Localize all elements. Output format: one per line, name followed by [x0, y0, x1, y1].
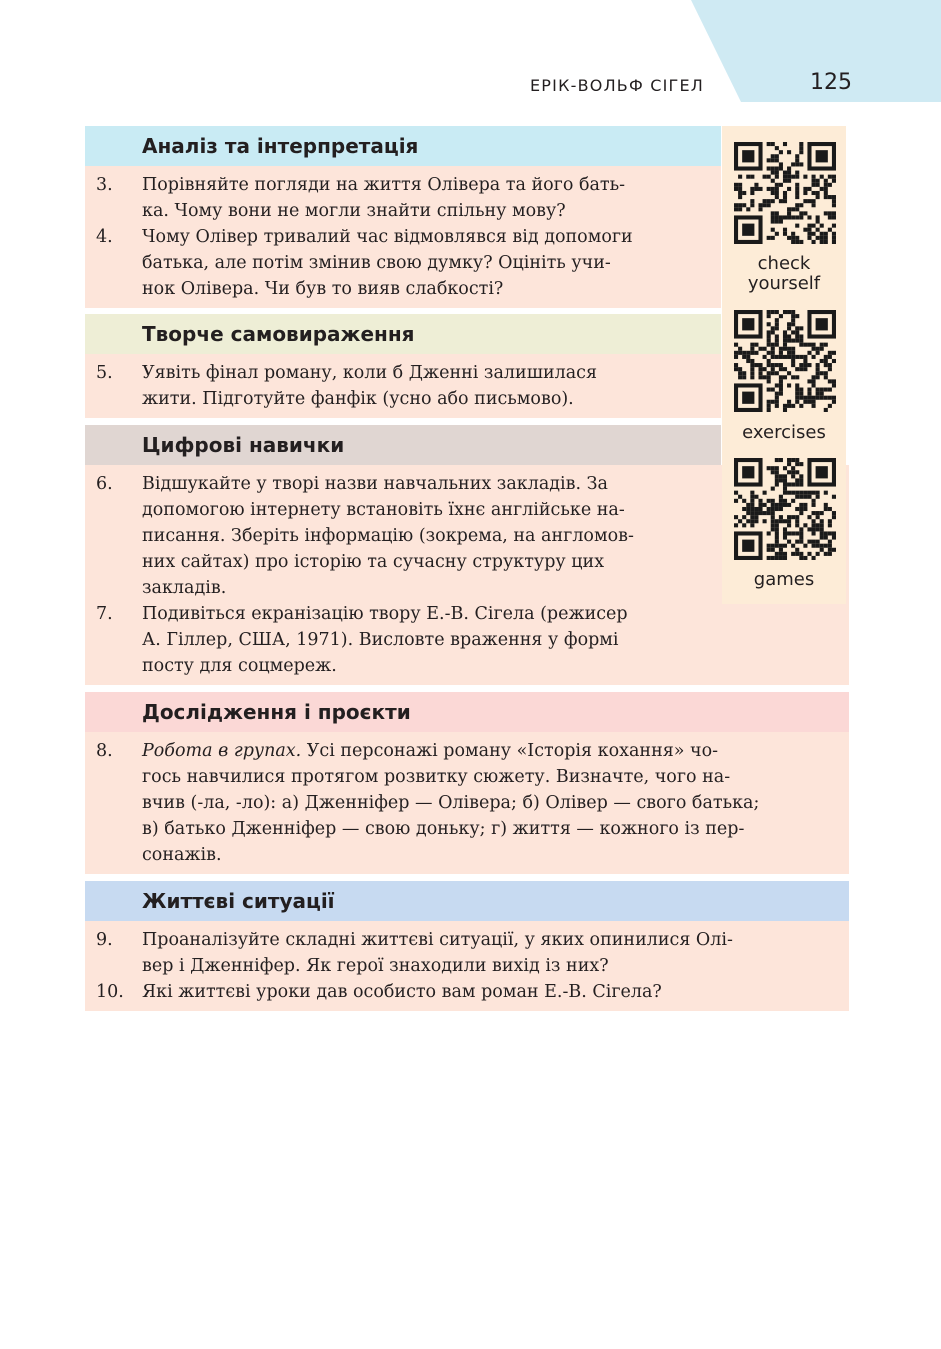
text-line: Проаналізуйте складні життєві ситуації, у яких опинилися Олі-: [142, 930, 733, 950]
task-number: 10.: [96, 982, 124, 1002]
text-line: сонажів.: [142, 845, 222, 865]
page-number: 125: [810, 70, 852, 95]
section-title: Дослідження і проєкти: [85, 692, 849, 732]
text-line: вчив (-ла, -ло): а) Дженніфер — Олівера; б) Олівер — свого батька;: [142, 793, 760, 813]
section-body: [85, 354, 721, 418]
qr-code-icon[interactable]: [734, 458, 836, 560]
task-item: [85, 738, 849, 868]
section-analysis: [85, 126, 721, 308]
qr-label-line: check: [757, 253, 811, 274]
task-number: 8.: [96, 741, 113, 761]
task-item: [85, 927, 849, 979]
italic-lead: Робота в групах.: [142, 741, 302, 761]
qr-label-line: games: [753, 569, 815, 590]
qr-code-icon[interactable]: [734, 310, 836, 412]
task-text: [142, 172, 698, 224]
section-title: Творче самовираження: [85, 314, 721, 354]
text-line: ка. Чому вони не могли знайти спільну мову?: [142, 201, 566, 221]
text-line: них сайтах) про історію та сучасну структуру цих: [142, 552, 605, 572]
task-text: [142, 979, 838, 1005]
task-item: [85, 224, 721, 302]
text-line: допомогою інтернету встановіть їхнє англійське на-: [142, 500, 625, 520]
text-line: [142, 738, 838, 764]
qr-code-icon[interactable]: [734, 142, 836, 244]
text-line: батька, але потім змінив свою думку? Оцініть учи-: [142, 253, 611, 273]
running-title: ЕРІК-ВОЛЬФ СІГЕЛ: [530, 76, 705, 95]
task-number: 3.: [96, 175, 113, 195]
task-text: [142, 601, 698, 679]
task-number: 5.: [96, 363, 113, 383]
section-body: [85, 732, 849, 874]
task-number: 6.: [96, 474, 113, 494]
task-number: 7.: [96, 604, 113, 624]
task-text: [142, 360, 698, 412]
section-creative: [85, 314, 721, 418]
qr-label-check-yourself: [722, 254, 846, 294]
section-body: [85, 166, 721, 308]
section-life: [85, 881, 849, 1011]
text-line: в) батько Дженніфер — свою доньку; г) життя — кожного із пер-: [142, 819, 745, 839]
text-line: Чому Олівер тривалий час відмовлявся від допомоги: [142, 227, 633, 247]
task-text: [142, 738, 838, 868]
task-item: [85, 360, 721, 412]
section-research: [85, 692, 849, 874]
text-line: вер і Дженніфер. Як герої знаходили вихід із них?: [142, 956, 609, 976]
qr-label-exercises: [722, 423, 846, 443]
text-line: Відшукайте у творі назви навчальних закладів. За: [142, 474, 608, 494]
text-line-rest: Усі персонажі роману «Історія кохання» чо-: [301, 741, 719, 761]
qr-label-line: yourself: [747, 273, 821, 294]
text-line: жити. Підготуйте фанфік (усно або письмово).: [142, 389, 574, 409]
text-line: посту для соцмереж.: [142, 656, 337, 676]
task-text: [142, 471, 698, 601]
qr-label-line: exercises: [742, 422, 826, 443]
qr-label-games: [722, 570, 846, 590]
section-body: [85, 921, 849, 1011]
task-item: [85, 979, 849, 1005]
task-item: [85, 601, 849, 679]
qr-panel: [722, 126, 846, 604]
text-line: А. Гіллер, США, 1971). Висловте враження у формі: [142, 630, 619, 650]
text-line: Які життєві уроки дав особисто вам роман Е.-В. Сігела?: [142, 982, 662, 1002]
text-line: Порівняйте погляди на життя Олівера та його бать-: [142, 175, 626, 195]
text-line: писання. Зберіть інформацію (зокрема, на англомов-: [142, 526, 634, 546]
section-digital: [85, 425, 721, 685]
text-line: гось навчилися протягом розвитку сюжету. Визначте, чого на-: [142, 767, 731, 787]
text-line: нок Олівера. Чи був то вияв слабкості?: [142, 279, 504, 299]
task-item: [85, 172, 721, 224]
task-text: [142, 927, 838, 979]
task-text: [142, 224, 698, 302]
section-title: Цифрові навички: [85, 425, 721, 465]
text-line: Уявіть фінал роману, коли б Дженні залишилася: [142, 363, 598, 383]
task-number: 9.: [96, 930, 113, 950]
text-line: закладів.: [142, 578, 227, 598]
section-title: Життєві ситуації: [85, 881, 849, 921]
task-number: 4.: [96, 227, 113, 247]
section-title: Аналіз та інтерпретація: [85, 126, 721, 166]
text-line: Подивіться екранізацію твору Е.-В. Сігела (режисер: [142, 604, 628, 624]
